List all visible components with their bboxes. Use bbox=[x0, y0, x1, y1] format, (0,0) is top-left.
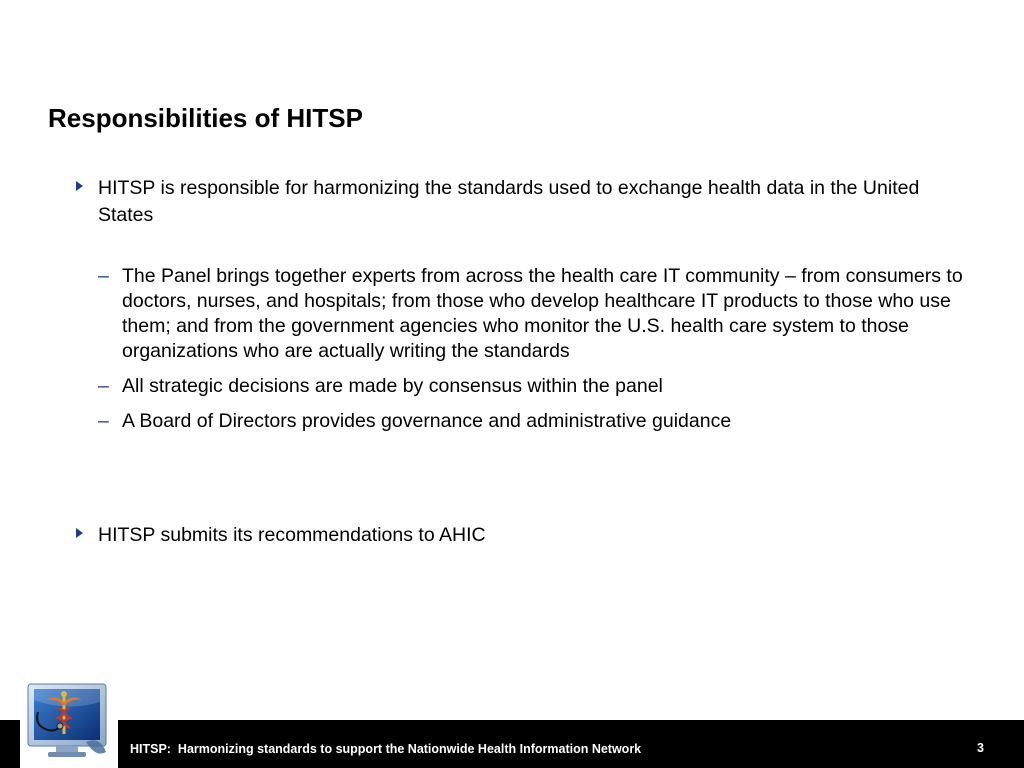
page-number: 3 bbox=[977, 741, 984, 755]
sub-bullet-item bbox=[98, 264, 978, 364]
dash-bullet-icon: – bbox=[98, 265, 109, 287]
monitor-caduceus-icon bbox=[26, 682, 110, 762]
sub-bullet-item bbox=[98, 374, 978, 399]
dash-bullet-icon: – bbox=[98, 375, 109, 397]
sub-bullet-text: All strategic decisions are made by consensus within the panel bbox=[122, 375, 663, 397]
slide-title: Responsibilities of HITSP bbox=[48, 103, 363, 133]
bullet-text: HITSP submits its recommendations to AHIC bbox=[98, 524, 486, 546]
sub-bullet-text: The Panel brings together experts from across the health care IT community – from consumers to doctors, nurses, and hospitals; from those who develop healthcare IT products to those who use them; and from the government agencies who monitor the U.S. health care system to those organizations who are actually writing the standards bbox=[122, 265, 963, 362]
sub-bullet-list bbox=[98, 264, 978, 444]
dash-bullet-icon: – bbox=[98, 410, 109, 432]
bullet-item bbox=[76, 175, 976, 229]
sub-bullet-text: A Board of Directors provides governance and administrative guidance bbox=[122, 410, 732, 432]
sub-bullet-item bbox=[98, 409, 978, 434]
bullet-item bbox=[76, 522, 976, 549]
bullet-text: HITSP is responsible for harmonizing the standards used to exchange health data in the United States bbox=[98, 177, 920, 226]
triangle-bullet-icon bbox=[76, 528, 83, 538]
triangle-bullet-icon bbox=[76, 181, 83, 191]
footer-text: HITSP: Harmonizing standards to support the Nationwide Health Information Network bbox=[130, 742, 642, 756]
